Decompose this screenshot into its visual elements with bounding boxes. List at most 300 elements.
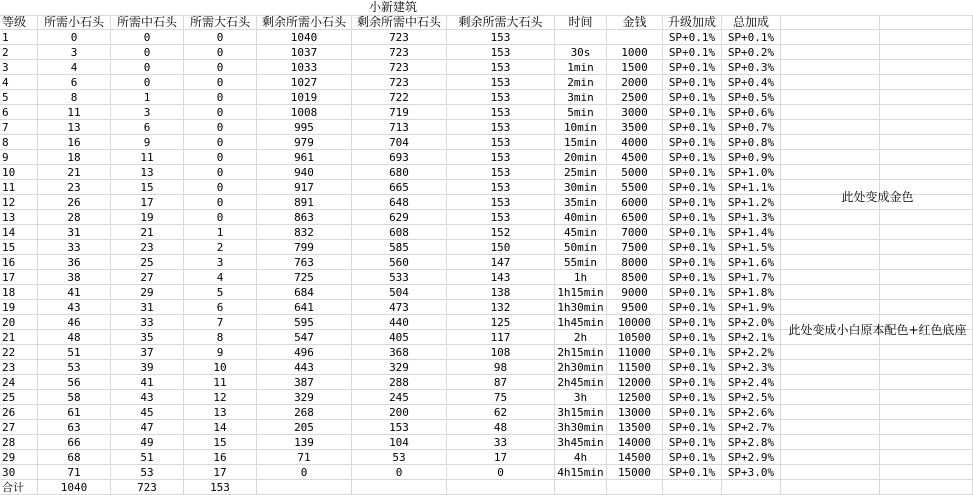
cell[interactable]: 2min <box>555 75 607 90</box>
cell[interactable] <box>880 90 973 105</box>
cell[interactable]: 153 <box>447 180 555 195</box>
cell[interactable] <box>781 375 880 390</box>
cell[interactable]: 23 <box>38 180 111 195</box>
cell[interactable]: 0 <box>184 195 257 210</box>
cell[interactable]: 473 <box>352 300 447 315</box>
cell[interactable]: 所需中石头 <box>111 15 184 30</box>
cell[interactable]: 917 <box>257 180 352 195</box>
cell[interactable]: 10 <box>184 360 257 375</box>
cell[interactable]: 1040 <box>38 480 111 495</box>
cell[interactable] <box>555 30 607 45</box>
cell[interactable]: 1h45min <box>555 315 607 330</box>
cell[interactable]: 5 <box>184 285 257 300</box>
cell[interactable]: SP+2.8% <box>722 435 781 450</box>
cell[interactable]: SP+0.1% <box>663 360 722 375</box>
cell[interactable]: 14000 <box>607 435 663 450</box>
cell[interactable]: SP+0.1% <box>663 150 722 165</box>
cell[interactable]: SP+0.6% <box>722 105 781 120</box>
cell[interactable]: 153 <box>447 30 555 45</box>
cell[interactable]: 0 <box>184 165 257 180</box>
cell[interactable]: 12000 <box>607 375 663 390</box>
cell[interactable] <box>781 450 880 465</box>
cell[interactable]: 205 <box>257 420 352 435</box>
cell[interactable]: 143 <box>447 270 555 285</box>
cell[interactable]: 17 <box>0 270 38 285</box>
cell[interactable]: 665 <box>352 180 447 195</box>
cell[interactable]: 0 <box>184 75 257 90</box>
cell[interactable]: 2000 <box>607 75 663 90</box>
cell[interactable] <box>880 120 973 135</box>
cell[interactable]: 48 <box>38 330 111 345</box>
cell[interactable]: 3h30min <box>555 420 607 435</box>
cell[interactable]: 2h45min <box>555 375 607 390</box>
cell[interactable] <box>880 360 973 375</box>
cell[interactable]: 5 <box>0 90 38 105</box>
cell[interactable]: 3h15min <box>555 405 607 420</box>
cell[interactable]: SP+2.5% <box>722 390 781 405</box>
cell[interactable]: 2h30min <box>555 360 607 375</box>
cell[interactable]: 1019 <box>257 90 352 105</box>
cell[interactable]: 496 <box>257 345 352 360</box>
cell[interactable]: 629 <box>352 210 447 225</box>
cell[interactable] <box>781 120 880 135</box>
cell[interactable]: 26 <box>38 195 111 210</box>
cell[interactable]: 13 <box>0 210 38 225</box>
cell[interactable]: 3min <box>555 90 607 105</box>
cell[interactable] <box>880 210 973 225</box>
cell[interactable] <box>781 270 880 285</box>
cell[interactable]: 10 <box>0 165 38 180</box>
cell[interactable] <box>781 15 880 30</box>
cell[interactable] <box>880 240 973 255</box>
cell[interactable]: SP+0.1% <box>663 135 722 150</box>
cell[interactable]: 0 <box>184 105 257 120</box>
cell[interactable] <box>781 405 880 420</box>
cell[interactable]: 4000 <box>607 135 663 150</box>
cell[interactable]: 0 <box>111 60 184 75</box>
cell[interactable] <box>880 285 973 300</box>
cell[interactable]: 9 <box>111 135 184 150</box>
cell[interactable]: 20min <box>555 150 607 165</box>
cell[interactable]: 13 <box>184 405 257 420</box>
cell[interactable]: 0 <box>184 135 257 150</box>
cell[interactable] <box>257 480 352 495</box>
cell[interactable]: 940 <box>257 165 352 180</box>
cell[interactable] <box>607 480 663 495</box>
cell[interactable]: 总加成 <box>722 15 781 30</box>
cell[interactable]: 3 <box>184 255 257 270</box>
cell[interactable]: 46 <box>38 315 111 330</box>
cell[interactable]: 30 <box>0 465 38 480</box>
cell[interactable]: 等级 <box>0 15 38 30</box>
cell[interactable]: 7 <box>0 120 38 135</box>
cell[interactable]: 147 <box>447 255 555 270</box>
cell[interactable]: SP+0.1% <box>663 210 722 225</box>
cell[interactable] <box>352 480 447 495</box>
cell[interactable]: 时间 <box>555 15 607 30</box>
cell[interactable]: 722 <box>352 90 447 105</box>
cell[interactable] <box>880 435 973 450</box>
cell[interactable]: SP+2.6% <box>722 405 781 420</box>
cell[interactable]: 723 <box>352 30 447 45</box>
cell[interactable]: SP+0.1% <box>663 375 722 390</box>
cell[interactable]: 1h <box>555 270 607 285</box>
cell[interactable]: 387 <box>257 375 352 390</box>
cell[interactable]: SP+2.2% <box>722 345 781 360</box>
cell[interactable]: 19 <box>111 210 184 225</box>
cell[interactable]: 75 <box>447 390 555 405</box>
cell[interactable]: 8500 <box>607 270 663 285</box>
cell[interactable] <box>880 75 973 90</box>
cell[interactable]: 1h30min <box>555 300 607 315</box>
cell[interactable]: 66 <box>38 435 111 450</box>
cell[interactable]: 832 <box>257 225 352 240</box>
cell[interactable] <box>880 465 973 480</box>
cell[interactable]: 2 <box>0 45 38 60</box>
cell[interactable]: 50min <box>555 240 607 255</box>
cell[interactable]: 剩余所需小石头 <box>257 15 352 30</box>
cell[interactable]: 153 <box>447 195 555 210</box>
cell[interactable]: 1h15min <box>555 285 607 300</box>
cell[interactable]: 693 <box>352 150 447 165</box>
cell[interactable]: 8 <box>38 90 111 105</box>
cell[interactable]: 17 <box>111 195 184 210</box>
cell[interactable] <box>781 60 880 75</box>
cell[interactable]: 0 <box>184 90 257 105</box>
cell[interactable]: 504 <box>352 285 447 300</box>
cell[interactable]: 4 <box>184 270 257 285</box>
cell[interactable] <box>781 420 880 435</box>
cell[interactable] <box>880 480 973 495</box>
cell[interactable]: SP+1.5% <box>722 240 781 255</box>
cell[interactable]: SP+2.4% <box>722 375 781 390</box>
cell[interactable]: SP+0.1% <box>663 75 722 90</box>
cell[interactable]: 153 <box>447 120 555 135</box>
cell[interactable] <box>781 435 880 450</box>
cell[interactable]: SP+0.1% <box>663 195 722 210</box>
cell[interactable] <box>880 375 973 390</box>
cell[interactable]: 4500 <box>607 150 663 165</box>
cell[interactable]: SP+1.7% <box>722 270 781 285</box>
cell[interactable]: 7500 <box>607 240 663 255</box>
cell[interactable]: 153 <box>447 60 555 75</box>
cell[interactable]: SP+0.1% <box>663 60 722 75</box>
cell[interactable]: SP+2.9% <box>722 450 781 465</box>
cell[interactable]: 0 <box>184 210 257 225</box>
cell[interactable]: 104 <box>352 435 447 450</box>
cell[interactable]: SP+0.1% <box>663 90 722 105</box>
cell[interactable]: 71 <box>38 465 111 480</box>
cell[interactable]: 21 <box>111 225 184 240</box>
cell[interactable] <box>880 345 973 360</box>
cell[interactable]: 3h45min <box>555 435 607 450</box>
cell[interactable]: 3500 <box>607 120 663 135</box>
cell[interactable]: 15 <box>0 240 38 255</box>
cell[interactable]: 7000 <box>607 225 663 240</box>
cell[interactable]: 3h <box>555 390 607 405</box>
cell[interactable]: 4 <box>38 60 111 75</box>
cell[interactable]: 17 <box>447 450 555 465</box>
cell[interactable]: SP+0.1% <box>722 30 781 45</box>
cell[interactable]: SP+0.1% <box>663 390 722 405</box>
cell[interactable] <box>781 255 880 270</box>
cell[interactable]: 3000 <box>607 105 663 120</box>
cell[interactable]: 16 <box>38 135 111 150</box>
cell[interactable]: SP+0.1% <box>663 405 722 420</box>
cell[interactable]: 升级加成 <box>663 15 722 30</box>
cell[interactable]: 23 <box>111 240 184 255</box>
cell[interactable]: 所需大石头 <box>184 15 257 30</box>
cell[interactable]: 1000 <box>607 45 663 60</box>
cell[interactable]: 31 <box>111 300 184 315</box>
cell[interactable]: 153 <box>447 45 555 60</box>
cell[interactable]: 8 <box>184 330 257 345</box>
cell[interactable]: 27 <box>111 270 184 285</box>
cell[interactable]: 22 <box>0 345 38 360</box>
cell[interactable]: 2h <box>555 330 607 345</box>
cell[interactable]: 6500 <box>607 210 663 225</box>
cell[interactable]: 0 <box>111 30 184 45</box>
cell[interactable]: 153 <box>447 90 555 105</box>
cell[interactable]: SP+0.1% <box>663 45 722 60</box>
cell[interactable]: 40min <box>555 210 607 225</box>
cell[interactable]: 3 <box>0 60 38 75</box>
cell[interactable]: 68 <box>38 450 111 465</box>
cell[interactable]: 153 <box>447 150 555 165</box>
cell[interactable]: 6 <box>111 120 184 135</box>
cell[interactable]: 9000 <box>607 285 663 300</box>
cell[interactable]: SP+0.1% <box>663 420 722 435</box>
cell[interactable]: SP+0.1% <box>663 345 722 360</box>
cell[interactable]: 6 <box>0 105 38 120</box>
cell[interactable]: 62 <box>447 405 555 420</box>
cell[interactable]: 117 <box>447 330 555 345</box>
cell[interactable]: 723 <box>352 60 447 75</box>
cell[interactable]: 31 <box>38 225 111 240</box>
cell[interactable]: 14500 <box>607 450 663 465</box>
cell[interactable]: 268 <box>257 405 352 420</box>
cell[interactable] <box>555 480 607 495</box>
cell[interactable] <box>880 300 973 315</box>
cell[interactable]: 剩余所需大石头 <box>447 15 555 30</box>
cell[interactable]: 153 <box>447 75 555 90</box>
cell[interactable]: 43 <box>38 300 111 315</box>
cell[interactable]: 25 <box>111 255 184 270</box>
cell[interactable]: 56 <box>38 375 111 390</box>
cell[interactable]: 9500 <box>607 300 663 315</box>
cell[interactable]: 11 <box>111 150 184 165</box>
cell[interactable]: SP+0.3% <box>722 60 781 75</box>
cell[interactable]: 3 <box>38 45 111 60</box>
cell[interactable]: 648 <box>352 195 447 210</box>
cell[interactable]: 723 <box>352 45 447 60</box>
cell[interactable]: 30s <box>555 45 607 60</box>
cell[interactable]: 98 <box>447 360 555 375</box>
cell[interactable]: 560 <box>352 255 447 270</box>
cell[interactable]: 38 <box>38 270 111 285</box>
cell[interactable] <box>781 210 880 225</box>
cell[interactable]: 11 <box>0 180 38 195</box>
cell[interactable]: 13500 <box>607 420 663 435</box>
cell[interactable]: SP+2.7% <box>722 420 781 435</box>
cell[interactable]: 28 <box>0 435 38 450</box>
cell[interactable]: 585 <box>352 240 447 255</box>
cell[interactable]: 63 <box>38 420 111 435</box>
cell[interactable]: 138 <box>447 285 555 300</box>
cell[interactable]: 443 <box>257 360 352 375</box>
cell[interactable]: 1 <box>111 90 184 105</box>
cell[interactable]: 15min <box>555 135 607 150</box>
cell[interactable] <box>880 105 973 120</box>
cell[interactable]: 995 <box>257 120 352 135</box>
cell[interactable]: 2500 <box>607 90 663 105</box>
cell[interactable]: 719 <box>352 105 447 120</box>
cell[interactable]: 11500 <box>607 360 663 375</box>
cell[interactable]: 0 <box>184 30 257 45</box>
cell[interactable]: SP+0.1% <box>663 330 722 345</box>
cell[interactable] <box>880 420 973 435</box>
cell[interactable]: SP+1.3% <box>722 210 781 225</box>
cell[interactable]: 45 <box>111 405 184 420</box>
cell[interactable]: 58 <box>38 390 111 405</box>
cell[interactable]: 153 <box>447 210 555 225</box>
cell[interactable]: SP+1.4% <box>722 225 781 240</box>
cell[interactable]: SP+0.2% <box>722 45 781 60</box>
cell[interactable] <box>880 60 973 75</box>
cell[interactable]: 0 <box>184 60 257 75</box>
cell[interactable]: 金钱 <box>607 15 663 30</box>
cell[interactable]: 0 <box>184 150 257 165</box>
cell[interactable]: 108 <box>447 345 555 360</box>
cell[interactable]: 723 <box>111 480 184 495</box>
cell[interactable]: SP+2.0% <box>722 315 781 330</box>
cell[interactable]: 0 <box>111 45 184 60</box>
cell[interactable]: 0 <box>447 465 555 480</box>
cell[interactable]: SP+0.1% <box>663 285 722 300</box>
cell[interactable]: 891 <box>257 195 352 210</box>
cell[interactable] <box>781 75 880 90</box>
cell[interactable]: 51 <box>38 345 111 360</box>
cell[interactable]: 1027 <box>257 75 352 90</box>
cell[interactable]: 9 <box>0 150 38 165</box>
cell[interactable]: 10000 <box>607 315 663 330</box>
cell[interactable]: 0 <box>38 30 111 45</box>
cell[interactable]: 150 <box>447 240 555 255</box>
cell[interactable]: 0 <box>184 45 257 60</box>
cell[interactable] <box>607 30 663 45</box>
cell[interactable] <box>880 165 973 180</box>
cell[interactable]: 684 <box>257 285 352 300</box>
cell[interactable]: 53 <box>111 465 184 480</box>
cell[interactable] <box>880 15 973 30</box>
cell[interactable]: 1 <box>184 225 257 240</box>
cell[interactable]: 725 <box>257 270 352 285</box>
cell[interactable]: SP+1.1% <box>722 180 781 195</box>
cell[interactable]: 704 <box>352 135 447 150</box>
cell[interactable]: 0 <box>257 465 352 480</box>
cell[interactable]: 21 <box>0 330 38 345</box>
cell[interactable] <box>880 225 973 240</box>
cell[interactable]: 13 <box>111 165 184 180</box>
cell[interactable] <box>722 480 781 495</box>
cell[interactable]: 125 <box>447 315 555 330</box>
cell[interactable]: 153 <box>184 480 257 495</box>
cell[interactable]: SP+0.1% <box>663 165 722 180</box>
cell[interactable] <box>781 240 880 255</box>
cell[interactable]: SP+0.1% <box>663 180 722 195</box>
cell[interactable]: SP+2.3% <box>722 360 781 375</box>
cell[interactable] <box>781 90 880 105</box>
cell[interactable]: 0 <box>352 465 447 480</box>
cell[interactable]: 153 <box>352 420 447 435</box>
cell[interactable] <box>781 345 880 360</box>
cell[interactable] <box>663 480 722 495</box>
cell[interactable]: 2h15min <box>555 345 607 360</box>
cell[interactable]: 47 <box>111 420 184 435</box>
cell[interactable]: 8 <box>0 135 38 150</box>
cell[interactable] <box>781 390 880 405</box>
cell[interactable]: 28 <box>38 210 111 225</box>
cell[interactable]: 533 <box>352 270 447 285</box>
cell[interactable]: 1037 <box>257 45 352 60</box>
cell[interactable]: 26 <box>0 405 38 420</box>
cell[interactable]: 139 <box>257 435 352 450</box>
cell[interactable]: 641 <box>257 300 352 315</box>
cell[interactable]: 1040 <box>257 30 352 45</box>
cell[interactable]: 51 <box>111 450 184 465</box>
cell[interactable]: 1033 <box>257 60 352 75</box>
cell[interactable]: SP+0.9% <box>722 150 781 165</box>
cell[interactable]: 12500 <box>607 390 663 405</box>
cell[interactable]: 45min <box>555 225 607 240</box>
cell[interactable]: 2 <box>184 240 257 255</box>
cell[interactable]: SP+0.7% <box>722 120 781 135</box>
cell[interactable]: 6 <box>38 75 111 90</box>
cell[interactable]: 10min <box>555 120 607 135</box>
cell[interactable]: 36 <box>38 255 111 270</box>
cell[interactable]: 0 <box>184 120 257 135</box>
cell[interactable]: 0 <box>111 75 184 90</box>
cell[interactable]: 43 <box>111 390 184 405</box>
cell[interactable]: 368 <box>352 345 447 360</box>
cell[interactable]: SP+0.4% <box>722 75 781 90</box>
cell[interactable]: 608 <box>352 225 447 240</box>
cell[interactable]: 14 <box>184 420 257 435</box>
cell[interactable]: 35 <box>111 330 184 345</box>
cell[interactable] <box>781 105 880 120</box>
cell[interactable]: 288 <box>352 375 447 390</box>
cell[interactable]: 1 <box>0 30 38 45</box>
cell[interactable]: 27 <box>0 420 38 435</box>
cell[interactable]: 49 <box>111 435 184 450</box>
cell[interactable]: 17 <box>184 465 257 480</box>
cell[interactable] <box>880 150 973 165</box>
cell[interactable]: 5500 <box>607 180 663 195</box>
cell[interactable]: SP+0.1% <box>663 300 722 315</box>
cell[interactable]: 9 <box>184 345 257 360</box>
cell[interactable] <box>880 255 973 270</box>
cell[interactable]: 1008 <box>257 105 352 120</box>
cell[interactable]: SP+2.1% <box>722 330 781 345</box>
cell[interactable]: 21 <box>38 165 111 180</box>
cell[interactable]: SP+0.1% <box>663 270 722 285</box>
cell[interactable]: 16 <box>184 450 257 465</box>
cell[interactable]: 24 <box>0 375 38 390</box>
cell[interactable]: 1min <box>555 60 607 75</box>
cell[interactable]: 329 <box>352 360 447 375</box>
cell[interactable]: 18 <box>0 285 38 300</box>
cell[interactable]: 961 <box>257 150 352 165</box>
